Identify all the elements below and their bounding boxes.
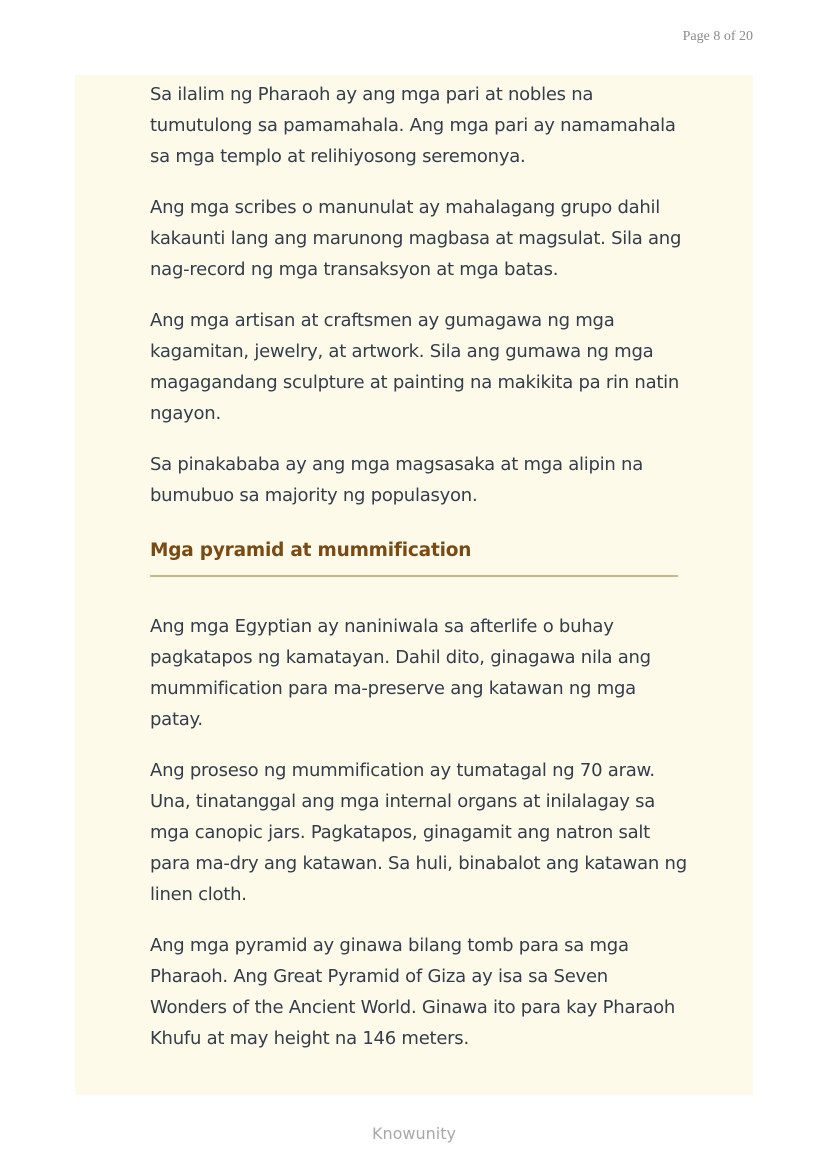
content-panel <box>75 75 753 1095</box>
paragraph-scribes: Ang mga scribes o manunulat ay mahalagang grupo dahil kakaunti lang ang marunong magbasa at magsulat. Sila ang nag-record ng mga transaksyon at mga batas. <box>150 197 682 280</box>
paragraph-farmers-slaves: Sa pinakababa ay ang mga magsasaka at mga alipin na bumubuo sa majority ng populasyon. <box>150 454 643 506</box>
paragraph-afterlife: Ang mga Egyptian ay naniniwala sa afterlife o buhay pagkatapos ng kamatayan. Dahil dito, ginagawa nila ang mummification para ma-preserve ang katawan ng mga patay. <box>150 616 651 730</box>
paragraph-great-pyramid: Ang mga pyramid ay ginawa bilang tomb para sa mga Pharaoh. Ang Great Pyramid of Giza ay isa sa Seven Wonders of the Ancient World. Ginawa ito para kay Pharaoh Khufu at may height na 146 meters. <box>150 935 676 1049</box>
paragraph-artisans: Ang mga artisan at craftsmen ay gumagawa ng mga kagamitan, jewelry, at artwork. Sila ang gumawa ng mga magagandang sculpture at painting na makikita pa rin natin ngayon. <box>150 310 680 424</box>
section-heading: Mga pyramid at mummification <box>150 540 472 561</box>
paragraph-mummification-process: Ang proseso ng mummification ay tumatagal ng 70 araw. Una, tinatanggal ang mga internal organs at inilalagay sa mga canopic jars. Pagkatapos, ginagamit ang natron salt para ma-dry ang katawan. Sa huli, binabalot ang katawan ng linen cloth. <box>150 760 687 905</box>
page-indicator: Page 8 of 20 <box>682 29 753 44</box>
paragraph-priests-nobles: Sa ilalim ng Pharaoh ay ang mga pari at nobles na tumutulong sa pamamahala. Ang mga pari ay namamahala sa mga templo at relihiyosong seremonya. <box>150 84 676 167</box>
section-divider <box>150 575 678 577</box>
section-pyramids <box>150 540 690 577</box>
section-paragraph-group <box>150 611 690 1054</box>
top-paragraph-group <box>150 79 690 511</box>
footer-brand: Knowunity <box>372 1124 456 1143</box>
